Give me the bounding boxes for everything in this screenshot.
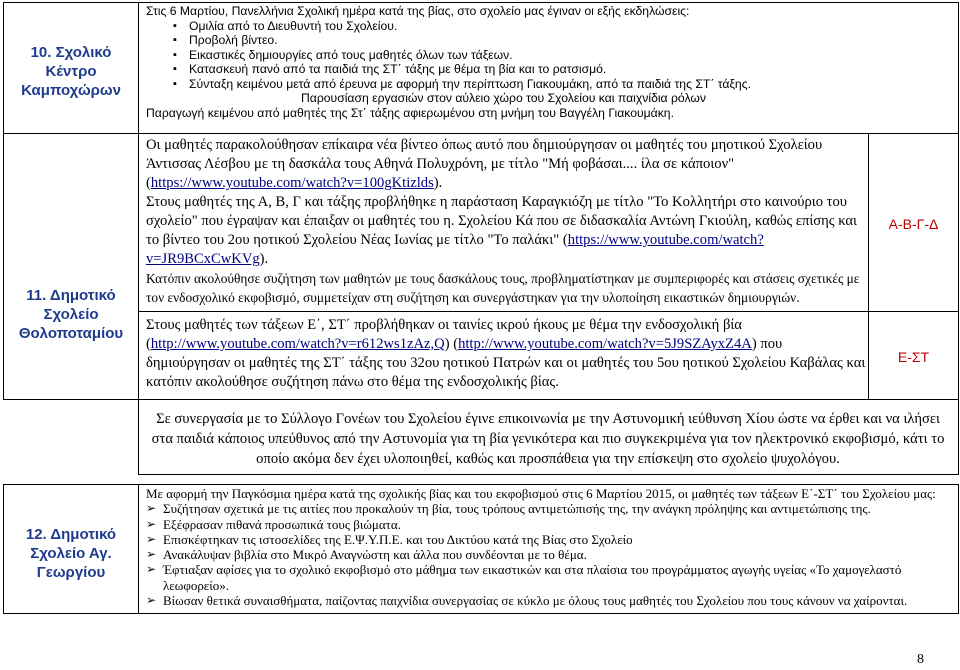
row11-paragraph-1: Οι μαθητές παρακολούθησαν επίκαιρα νέα βίντεο όπως αυτό που δημιούργησαν οι μαθητές του μηοτικού Σχολείου Άντισσας Λέσβου με τη δασκάλα τους Αθηνά Πολυχρόνη, με τίτλο "Μή φοβάσαι.... ίλα σε κάποιον" (https://www.youtube.com/watch?v=100gKtizlds). bbox=[146, 137, 823, 191]
row11-paragraph-3: Κατόπιν ακολούθησε συζήτηση των μαθητών με τους δασκάλους τους, προβληματίστηκαν με συμπεριφορές και στάσεις σχετικές με τον ενδοσχολικό εκφοβισμό, συμμετείχαν στη συζήτηση και συνεργάστηκαν για την υλοποίηση εικαστικών δημιουργιών. bbox=[146, 271, 860, 305]
youtube-link-4[interactable]: http://www.youtube.com/watch?v=5J9SZAyxZ4A bbox=[458, 336, 752, 352]
list-item: ➢ Βίωσαν θετικά συναισθήματα, παίζοντας παιχνίδια συνεργασίας σε κύκλο με όλους τους μαθητές του Σχολείου που τους κάνουν να χαίρονται. bbox=[146, 593, 954, 608]
row10-content bbox=[146, 4, 861, 120]
list-item: ➢ Έφτιαξαν αφίσες για το σχολικό εκφοβισμό στο μάθημα των εικαστικών και στα πλαίσια του προγράμματος αγωγής υγείας «Το χαμογελαστό λεωφορείο». bbox=[146, 562, 954, 593]
row12-list bbox=[146, 501, 954, 608]
row12-intro: Με αφορμή την Παγκόσμια ημέρα κατά της σχολικής βίας και του εκφοβισμού στις 6 Μαρτίου 2015, οι μαθητές των τάξεων Ε΄-ΣΤ΄ του Σχολείου μας: bbox=[146, 486, 936, 501]
list-item: ➢ Ανακάλυψαν βιβλία στο Μικρό Αναγνώστη και άλλα που συνδέονται με το θέμα. bbox=[146, 547, 954, 562]
list-item: ➢ Συζήτησαν σχετικά με τις αιτίες που προκαλούν τη βία, τους τρόπους αντιμετώπισής της, την ανάγκη πρόληψης και αντιμετώπισης της. bbox=[146, 501, 954, 516]
grade-e-st: Ε-ΣΤ bbox=[897, 349, 930, 365]
school-name-12: 12. Δημοτικό Σχολείο Αγ. Γεωργίου bbox=[25, 526, 117, 581]
youtube-link-2[interactable]: https://www.youtube.com/watch?v=JR9BCxCwKVg bbox=[146, 232, 764, 267]
column-divider bbox=[138, 2, 139, 400]
row10-intro: Στις 6 Μαρτίου, Πανελλήνια Σχολική ημέρα κατά της βίας, στο σχολείο μας έγιναν οι εξής εκδηλώσεις: bbox=[146, 4, 690, 18]
row10-list bbox=[146, 19, 861, 92]
youtube-link-1[interactable]: https://www.youtube.com/watch?v=100gKtizlds bbox=[150, 175, 434, 191]
row-divider bbox=[138, 311, 959, 312]
list-item: ▪ Προβολή βίντεο. bbox=[146, 33, 861, 48]
list-item: ▪ Κατασκευή πανό από τα παιδιά της ΣΤ΄ τάξης με θέμα τη βία και το ρατσισμό. bbox=[146, 62, 861, 77]
row11-paragraph-5: Σε συνεργασία με το Σύλλογο Γονέων του Σχολείου έγινε επικοινωνία με την Αστυνομική ιεύθυνση Χίου ώστε να έρθει και να ιλήσει στα παιδιά κάποιος υπεύθυνος από την Αστυνομία για τη βία γενικότερα και πιο συγκεκριμένα για τον ηλεκτρονικό εκφοβισμό, κάτι το οποίο ακόμα δεν έχει υλοποιηθεί, καθώς και προσπάθεια για την επίσκεψη στο σχολείο ψυχολόγου. bbox=[151, 411, 945, 467]
row10-center-line: Παρουσίαση εργασιών στον αύλειο χώρο του Σχολείου και παιχνίδια ρόλων bbox=[300, 91, 706, 105]
school-name-11: 11. Δημοτικό Σχολείο Θολοποταμίου bbox=[18, 287, 124, 342]
youtube-link-3[interactable]: http://www.youtube.com/watch?v=r612ws1zAz,Q bbox=[150, 336, 445, 352]
row-divider bbox=[3, 133, 959, 134]
list-item: ▪ Εικαστικές δημιουργίες από τους μαθητές όλων των τάξεων. bbox=[146, 48, 861, 63]
list-item: ▪ Σύνταξη κειμένου μετά από έρευνα με αφορμή την περίπτωση Γιακουμάκη, από τα παιδιά της ΣΤ΄ τάξης. bbox=[146, 77, 861, 92]
grade-a-b-c-d: Α-Β-Γ-Δ bbox=[888, 216, 939, 232]
row12-content bbox=[146, 486, 954, 608]
list-item: ➢ Επισκέφτηκαν τις ιστοσελίδες της Ε.Ψ.Υ.Π.Ε. και του Δικτύου κατά της Βίας στο Σχολείο bbox=[146, 532, 954, 547]
list-item: ➢ Εξέφρασαν πιθανά προσωπικά τους βιώματα. bbox=[146, 517, 954, 532]
row11-paragraph-2: Στους μαθητές της Α, Β, Γ και τάξης προβλήθηκε η παράσταση Καραγκιόζη με τίτλο "Το Κολλητήρι στο καινούριο του σχολείο" που έγραψαν και έπαιξαν οι μαθητές του η. Σχολείου Κά που σε διδασκαλία Αντώνη Γκιούλη, καθώς επίσης και το βίντεο του 2ου ηοτικού Σχολείου Νέας Ιωνίας με τίτλο "Το παλάκι" (https://www.youtube.com/watch?v=JR9BCxCwKVg). bbox=[146, 194, 857, 267]
row11-content-bottom: Στους μαθητές των τάξεων Ε΄, ΣΤ΄ προβλήθηκαν οι ταινίες ικρού ήκους με θέμα την ενδοσχολική βία (http://www.youtube.com/watch?v=r612ws1zAz,Q) (http://www.youtube.com/watch?v=5J9SZAyxZ4A) που δημιούργησαν οι μαθητές της ΣΤ΄ τάξης του 32ου ηοτικού Πατρών και οι μαθητές του 5ου ηοτικού Σχολείου Καβάλας και κατόπιν ακολούθησε συζήτηση πάνω στο θέμα της ενδοσχολικής βίας. bbox=[146, 317, 866, 390]
row10-last-line: Παραγωγή κειμένου από μαθητές της Στ΄ τάξης αφιερωμένου στη μνήμη του Βαγγέλη Γιακουμάκη. bbox=[146, 105, 674, 120]
column-divider bbox=[138, 484, 139, 614]
page-number: 8 bbox=[917, 652, 924, 667]
school-name-10: 10. Σχολικό Κέντρο Καμποχώρων bbox=[21, 44, 121, 99]
list-item: ▪ Ομιλία από το Διευθυντή του Σχολείου. bbox=[146, 19, 861, 34]
row11-content-top bbox=[146, 136, 866, 307]
